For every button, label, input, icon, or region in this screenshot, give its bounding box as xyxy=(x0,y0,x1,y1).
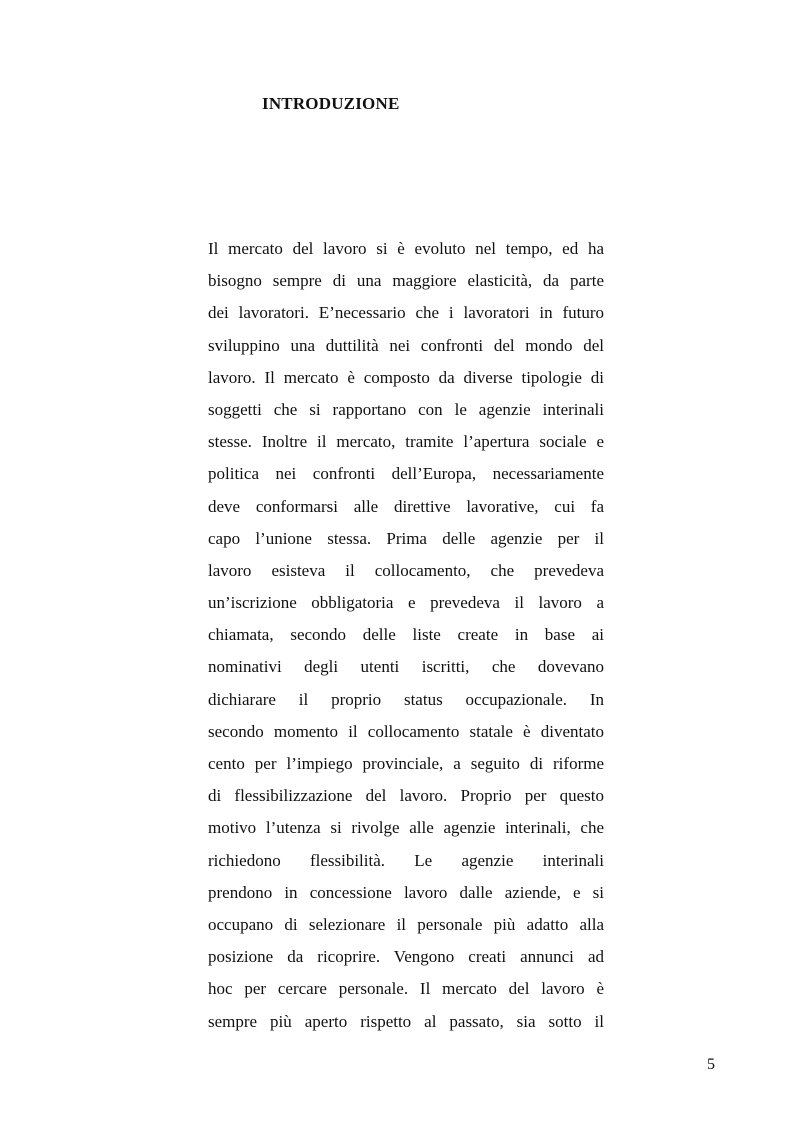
page-number: 5 xyxy=(707,1056,715,1073)
body-line: cento per l’impiego provinciale, a seguito di riforme xyxy=(208,754,604,773)
page-title: INTRODUZIONE xyxy=(262,94,400,113)
body-line: dei lavoratori. E’necessario che i lavoratori in futuro xyxy=(208,303,604,323)
body-line: chiamata, secondo delle liste create in base ai xyxy=(208,625,604,645)
body-line: secondo momento il collocamento statale è diventato xyxy=(208,721,604,741)
body-line: di flessibilizzazione del lavoro. Proprio per questo xyxy=(208,786,604,806)
body-line: deve conformarsi alle direttive lavorative, cui fa xyxy=(208,496,604,516)
body-line: dichiarare il proprio status occupazionale. In xyxy=(208,689,604,709)
body-line: sviluppino una duttilità nei confronti del mondo del xyxy=(208,335,604,355)
body-line: bisogno sempre di una maggiore elasticità, da parte xyxy=(208,271,604,291)
body-line: occupano di selezionare il personale più adatto alla xyxy=(208,914,604,934)
body-line: richiedono flessibilità. Le agenzie interinali xyxy=(208,850,604,870)
body-line: lavoro esisteva il collocamento, che prevedeva xyxy=(208,560,604,580)
body-line: soggetti che si rapportano con le agenzie interinali xyxy=(208,399,604,419)
body-line: lavoro. Il mercato è composto da diverse tipologie di xyxy=(208,367,604,387)
body-line: nominativi degli utenti iscritti, che dovevano xyxy=(208,657,604,677)
body-line: prendono in concessione lavoro dalle aziende, e si xyxy=(208,882,604,902)
body-line: hoc per cercare personale. Il mercato del lavoro è xyxy=(208,979,604,999)
body-line: politica nei confronti dell’Europa, necessariamente xyxy=(208,464,604,484)
body-line: Il mercato del lavoro si è evoluto nel tempo, ed ha xyxy=(208,239,604,258)
body-line: posizione da ricoprire. Vengono creati annunci ad xyxy=(208,947,604,967)
body-line: stesse. Inoltre il mercato, tramite l’apertura sociale e xyxy=(208,432,604,452)
body-line: un’iscrizione obbligatoria e prevedeva il lavoro a xyxy=(208,593,604,613)
body-paragraph xyxy=(208,233,604,1038)
body-line: sempre più aperto rispetto al passato, sia sotto il xyxy=(208,1011,604,1031)
body-line: capo l’unione stessa. Prima delle agenzie per il xyxy=(208,528,604,548)
body-line: motivo l’utenza si rivolge alle agenzie interinali, che xyxy=(208,818,604,838)
